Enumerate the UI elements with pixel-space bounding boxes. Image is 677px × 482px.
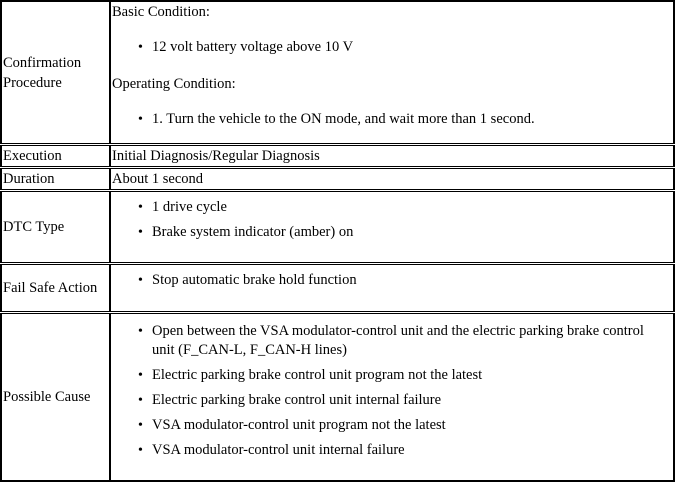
dtc-type-content bbox=[110, 191, 674, 264]
row-confirmation-procedure bbox=[1, 1, 674, 145]
list-item: • 1. Turn the vehicle to the ON mode, and wait more than 1 second. bbox=[138, 110, 673, 129]
fail-safe-action-list bbox=[112, 271, 673, 290]
confirmation-procedure-content bbox=[110, 1, 674, 145]
possible-cause-content bbox=[110, 313, 674, 482]
list-item: • VSA modulator-control unit program not the latest bbox=[138, 416, 665, 435]
duration-label: Duration bbox=[1, 168, 110, 191]
fail-safe-action-label: Fail Safe Action bbox=[1, 264, 110, 313]
basic-condition-title: Basic Condition: bbox=[112, 4, 210, 20]
execution-value: Initial Diagnosis/Regular Diagnosis bbox=[110, 145, 674, 168]
row-dtc-type bbox=[1, 191, 674, 264]
list-item: • Open between the VSA modulator-control unit and the electric parking brake control unit (F_CAN-L, F_CAN-H lines) bbox=[138, 322, 665, 360]
operating-condition-list bbox=[112, 110, 673, 129]
list-item: • Electric parking brake control unit program not the latest bbox=[138, 366, 665, 385]
list-item: • VSA modulator-control unit internal failure bbox=[138, 441, 665, 460]
execution-label: Execution bbox=[1, 145, 110, 168]
list-item: • Stop automatic brake hold function bbox=[138, 271, 673, 290]
possible-cause-list bbox=[112, 322, 673, 460]
row-possible-cause bbox=[1, 313, 674, 482]
row-fail-safe-action bbox=[1, 264, 674, 313]
row-duration bbox=[1, 168, 674, 191]
confirmation-procedure-label: Confirmation Procedure bbox=[1, 1, 110, 145]
operating-condition-title: Operating Condition: bbox=[112, 76, 236, 92]
dtc-type-label: DTC Type bbox=[1, 191, 110, 264]
fail-safe-action-content bbox=[110, 264, 674, 313]
list-item: • Brake system indicator (amber) on bbox=[138, 223, 673, 242]
list-item: • 1 drive cycle bbox=[138, 198, 673, 217]
list-item: • 12 volt battery voltage above 10 V bbox=[138, 38, 673, 57]
row-execution bbox=[1, 145, 674, 168]
dtc-type-list bbox=[112, 198, 673, 242]
list-item: • Electric parking brake control unit internal failure bbox=[138, 391, 665, 410]
basic-condition-list bbox=[112, 38, 673, 57]
possible-cause-label: Possible Cause bbox=[1, 313, 110, 482]
duration-value: About 1 second bbox=[110, 168, 674, 191]
